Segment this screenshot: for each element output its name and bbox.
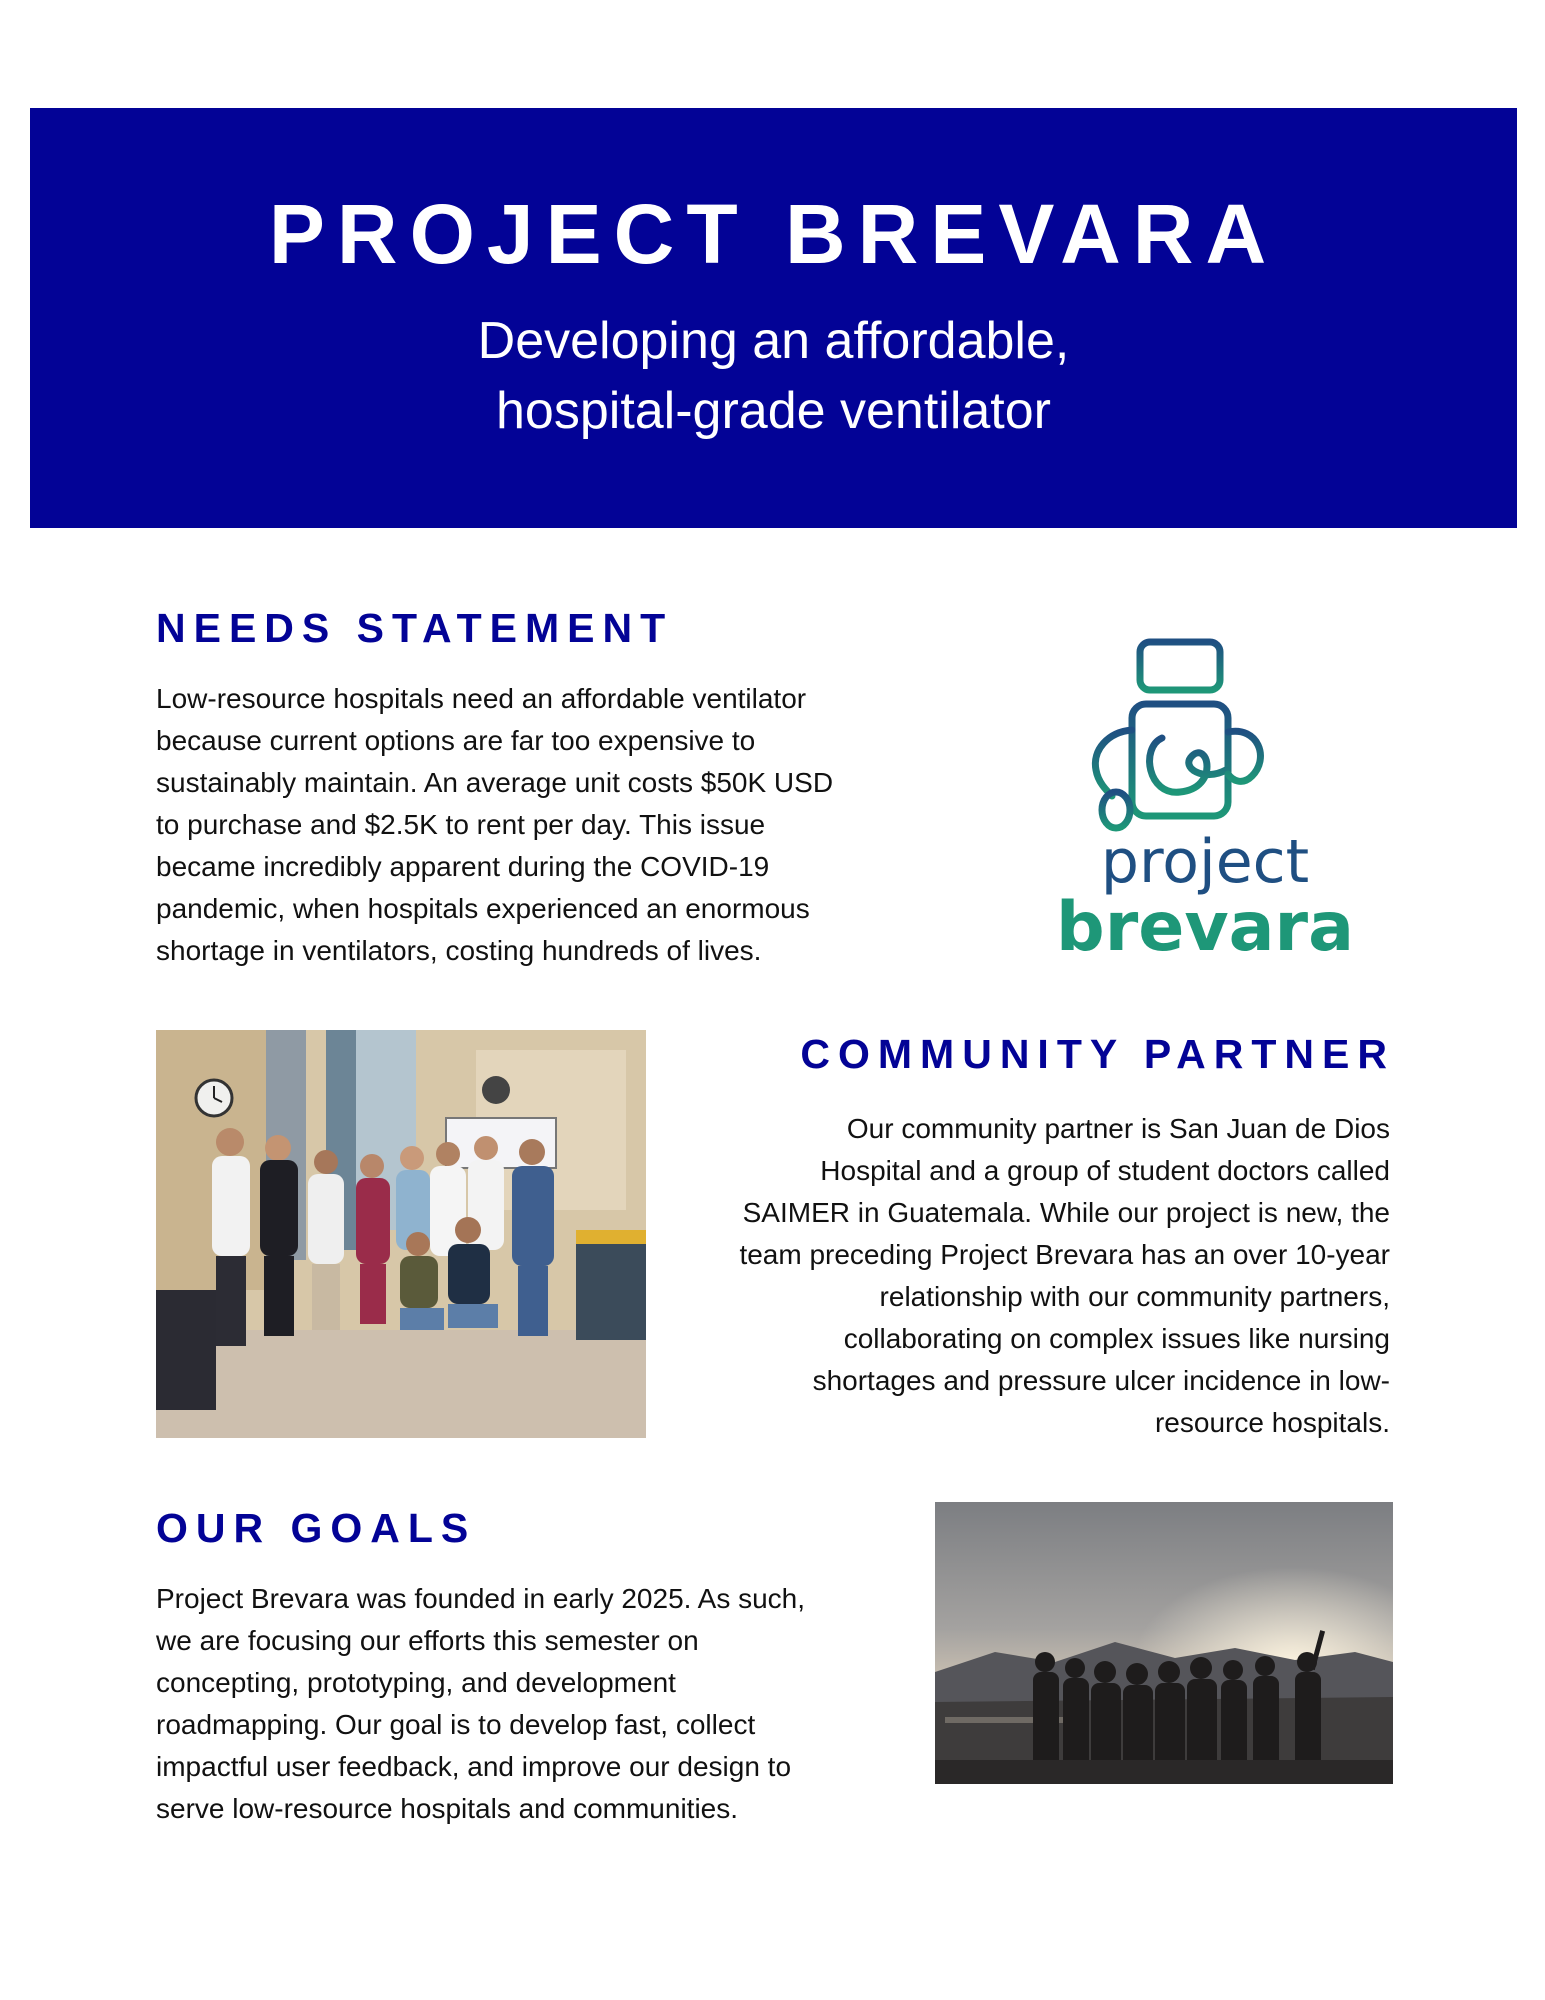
text-line: Low-resource hospitals need an affordable ventilator [156, 683, 807, 714]
text-line: Our community partner is San Juan de Dios [846, 1113, 1390, 1144]
page-subtitle [30, 306, 1517, 446]
community-partner-heading: COMMUNITY PARTNER [800, 1031, 1395, 1077]
text-line: relationship with our community partners, [879, 1281, 1390, 1312]
community-partner-text [660, 1108, 1390, 1444]
subtitle-line: Developing an affordable, [477, 312, 1070, 370]
page-title: PROJECT BREVARA [268, 187, 1279, 281]
our-goals-text [156, 1578, 896, 1830]
project-brevara-logo [1020, 620, 1390, 980]
text-line: shortage in ventilators, costing hundreds of lives. [156, 935, 762, 966]
text-line: serve low-resource hospitals and communities. [156, 1793, 739, 1824]
logo-word-brevara: brevara [1056, 888, 1354, 967]
needs-statement-heading: NEEDS STATEMENT [156, 605, 674, 651]
needs-statement-text [156, 678, 901, 972]
text-line: we are focusing our efforts this semester on [156, 1625, 699, 1656]
title-banner [30, 108, 1517, 528]
text-line: pandemic, when hospitals experienced an enormous [156, 893, 810, 924]
text-line: became incredibly apparent during the COVID-19 [156, 851, 770, 882]
text-line: because current options are far too expensive to [156, 725, 756, 756]
text-line: concepting, prototyping, and development [156, 1667, 676, 1698]
our-goals-heading: OUR GOALS [156, 1505, 477, 1551]
ventilator-logo-icon [1020, 620, 1390, 980]
team-group-photo [156, 1030, 646, 1438]
logo-word-project: project [1100, 827, 1310, 897]
text-line: resource hospitals. [1154, 1407, 1390, 1438]
text-line: to purchase and $2.5K to rent per day. This issue [156, 809, 766, 840]
text-line: collaborating on complex issues like nursing [843, 1323, 1390, 1354]
subtitle-line: hospital-grade ventilator [496, 382, 1051, 440]
text-line: SAIMER in Guatemala. While our project is new, the [742, 1197, 1390, 1228]
text-line: Hospital and a group of student doctors called [820, 1155, 1390, 1186]
sunset-group-photo [935, 1502, 1393, 1784]
text-line: impactful user feedback, and improve our design to [156, 1751, 792, 1782]
text-line: sustainably maintain. An average unit costs $50K USD [156, 767, 834, 798]
team-photo-image [156, 1030, 646, 1438]
text-line: team preceding Project Brevara has an over 10-year [739, 1239, 1390, 1270]
text-line: roadmapping. Our goal is to develop fast, collect [156, 1709, 756, 1740]
sunset-photo-image [935, 1502, 1393, 1784]
text-line: shortages and pressure ulcer incidence in low- [812, 1365, 1390, 1396]
text-line: Project Brevara was founded in early 2025. As such, [156, 1583, 806, 1614]
